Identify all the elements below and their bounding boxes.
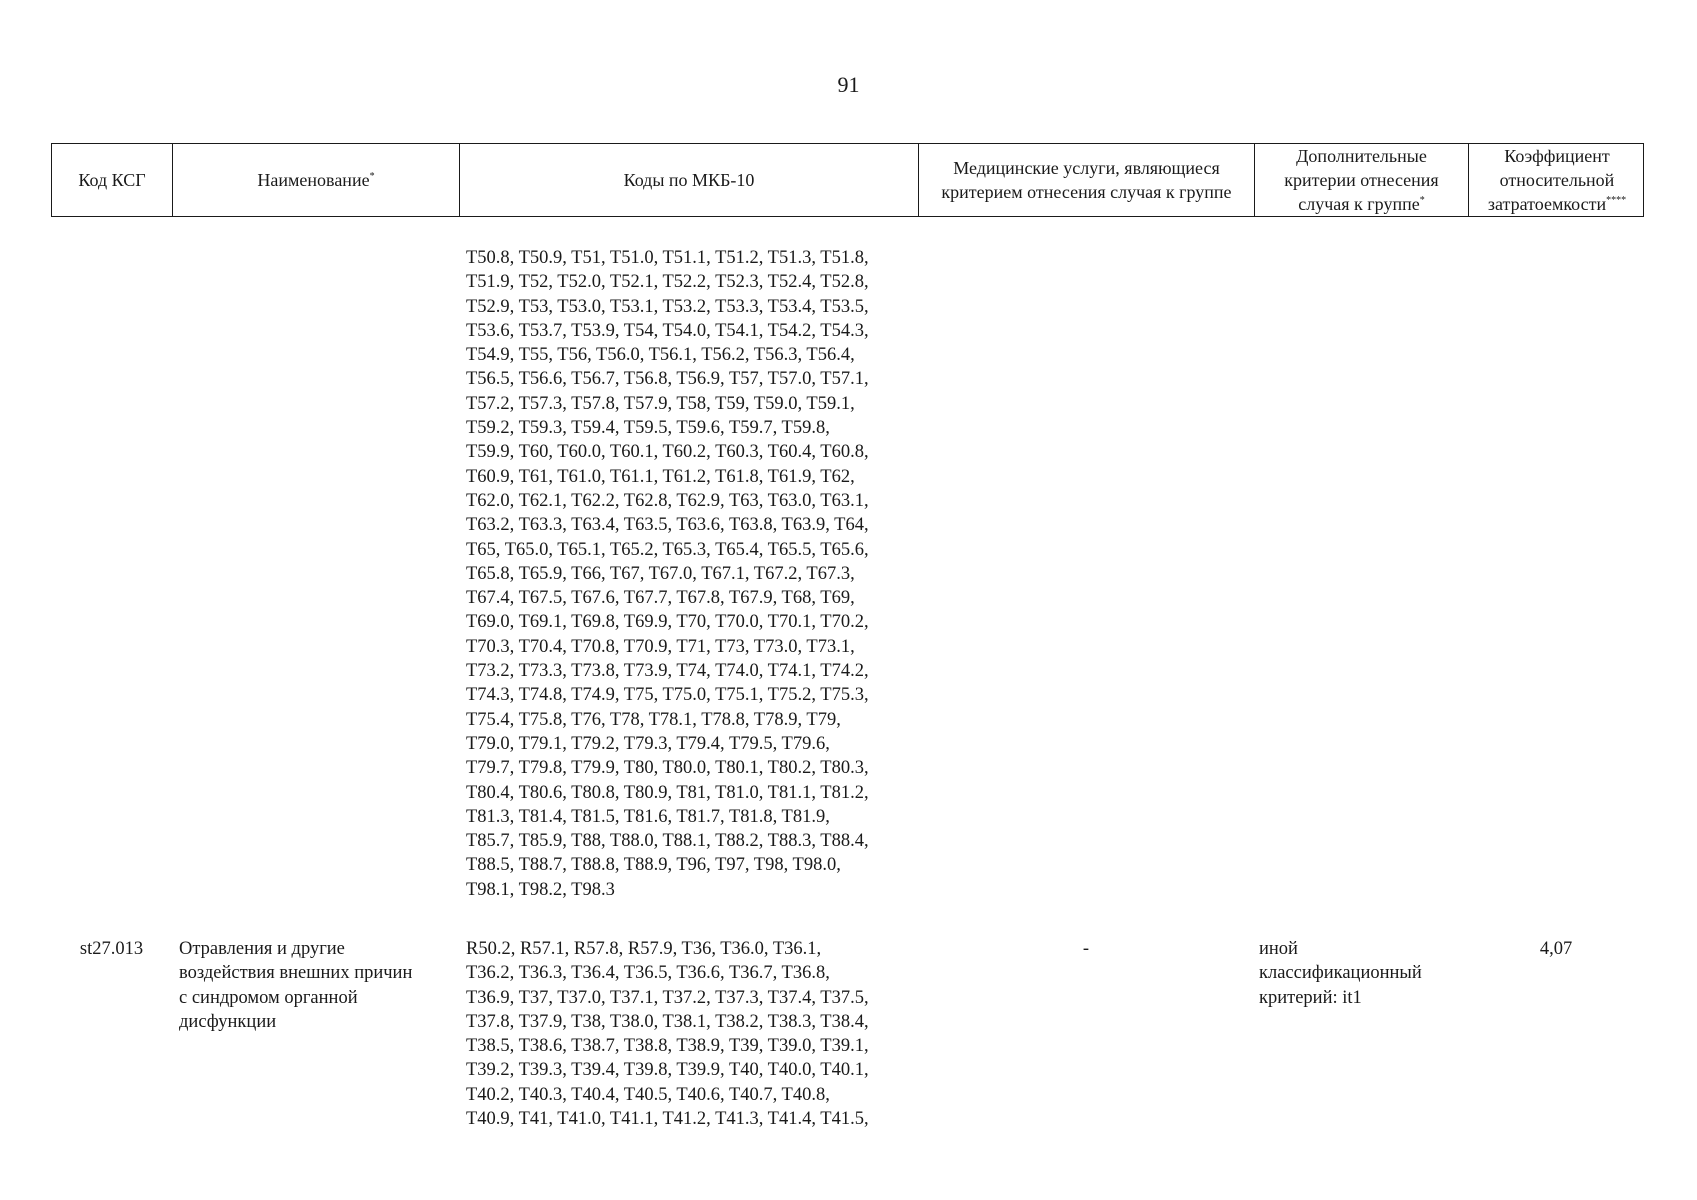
row-additional-criteria: иной классификационный критерий: it1: [1259, 939, 1422, 1008]
header-name-label: Наименование: [257, 170, 370, 190]
header-additional-criteria-footnote-mark: *: [1419, 195, 1425, 206]
header-name: [173, 144, 460, 216]
header-name-footnote-mark: *: [369, 171, 375, 182]
header-ksg-code: [52, 144, 173, 216]
header-icd-codes-label: Коды по МКБ-10: [623, 170, 755, 190]
row-name: Отравления и другие воздействия внешних причин с синдромом органной дисфункции: [179, 939, 413, 1032]
row-icd-codes: R50.2, R57.1, R57.8, R57.9, T36, T36.0, T36.1, T36.2, T36.3, T36.4, T36.5, T36.6, T36.7, T36.8, T36.9, T37, T37.0, T37.1, T37.2, T37.3, T37.4, T37.5, T37.8, T37.9, T38, T38.0, T38.1, T38.2, T38.3, T38.4, T38.5, T38.6, T38.7, T38.8, T38.9, T39, T39.0, T39.1, T39.2, T39.3, T39.4, T39.8, T39.9, T40, T40.0, T40.1, T40.2, T40.3, T40.4, T40.5, T40.6, T40.7, T40.8, T40.9, T41, T41.0, T41.1, T41.2, T41.3, T41.4, T41.5,: [466, 939, 869, 1130]
header-medical-services-label: Медицинские услуги, являющиеся критерием отнесения случая к группе: [941, 158, 1232, 202]
page-number: 91: [837, 72, 860, 97]
table-header: [51, 143, 1644, 217]
row-cost-coefficient: 4,07: [1539, 939, 1573, 959]
row-ksg-code: st27.013: [79, 939, 144, 959]
header-cost-coefficient-label: Коэффициент относительной затратоемкости: [1487, 146, 1615, 214]
header-icd-codes: [460, 144, 919, 216]
continued-icd-codes: T50.8, T50.9, T51, T51.0, T51.1, T51.2, T51.3, T51.8, T51.9, T52, T52.0, T52.1, T52.2, T52.3, T52.4, T52.8, T52.9, T53, T53.0, T53.1, T53.2, T53.3, T53.4, T53.5, T53.6, T53.7, T53.9, T54, T54.0, T54.1, T54.2, T54.3, T54.9, T55, T56, T56.0, T56.1, T56.2, T56.3, T56.4, T56.5, T56.6, T56.7, T56.8, T56.9, T57, T57.0, T57.1, T57.2, T57.3, T57.8, T57.9, T58, T59, T59.0, T59.1, T59.2, T59.3, T59.4, T59.5, T59.6, T59.7, T59.8, T59.9, T60, T60.0, T60.1, T60.2, T60.3, T60.4, T60.8, T60.9, T61, T61.0, T61.1, T61.2, T61.8, T61.9, T62, T62.0, T62.1, T62.2, T62.8, T62.9, T63, T63.0, T63.1, T63.2, T63.3, T63.4, T63.5, T63.6, T63.8, T63.9, T64, T65, T65.0, T65.1, T65.2, T65.3, T65.4, T65.5, T65.6, T65.8, T65.9, T66, T67, T67.0, T67.1, T67.2, T67.3, T67.4, T67.5, T67.6, T67.7, T67.8, T67.9, T68, T69, T69.0, T69.1, T69.8, T69.9, T70, T70.0, T70.1, T70.2, T70.3, T70.4, T70.8, T70.9, T71, T73, T73.0, T73.1, T73.2, T73.3, T73.8, T73.9, T74, T74.0, T74.1, T74.2, T74.3, T74.8, T74.9, T75, T75.0, T75.1, T75.2, T75.3, T75.4, T75.8, T76, T78, T78.1, T78.8, T78.9, T79, T79.0, T79.1, T79.2, T79.3, T79.4, T79.5, T79.6, T79.7, T79.8, T79.9, T80, T80.0, T80.1, T80.2, T80.3, T80.4, T80.6, T80.8, T80.9, T81, T81.0, T81.1, T81.2, T81.3, T81.4, T81.5, T81.6, T81.7, T81.8, T81.9, T85.7, T85.9, T88, T88.0, T88.1, T88.2, T88.3, T88.4, T88.5, T88.7, T88.8, T88.9, T96, T97, T98, T98.0, T98.1, T98.2, T98.3: [466, 248, 869, 900]
row-medical-services: -: [1082, 939, 1090, 959]
header-cost-coefficient: [1469, 144, 1645, 216]
header-additional-criteria: [1255, 144, 1469, 216]
header-ksg-code-label: Код КСГ: [78, 170, 146, 190]
header-medical-services: [919, 144, 1255, 216]
header-cost-coefficient-footnote-mark: ****: [1606, 195, 1627, 206]
header-additional-criteria-label: Дополнительные критерии отнесения случая к группе: [1284, 146, 1439, 214]
